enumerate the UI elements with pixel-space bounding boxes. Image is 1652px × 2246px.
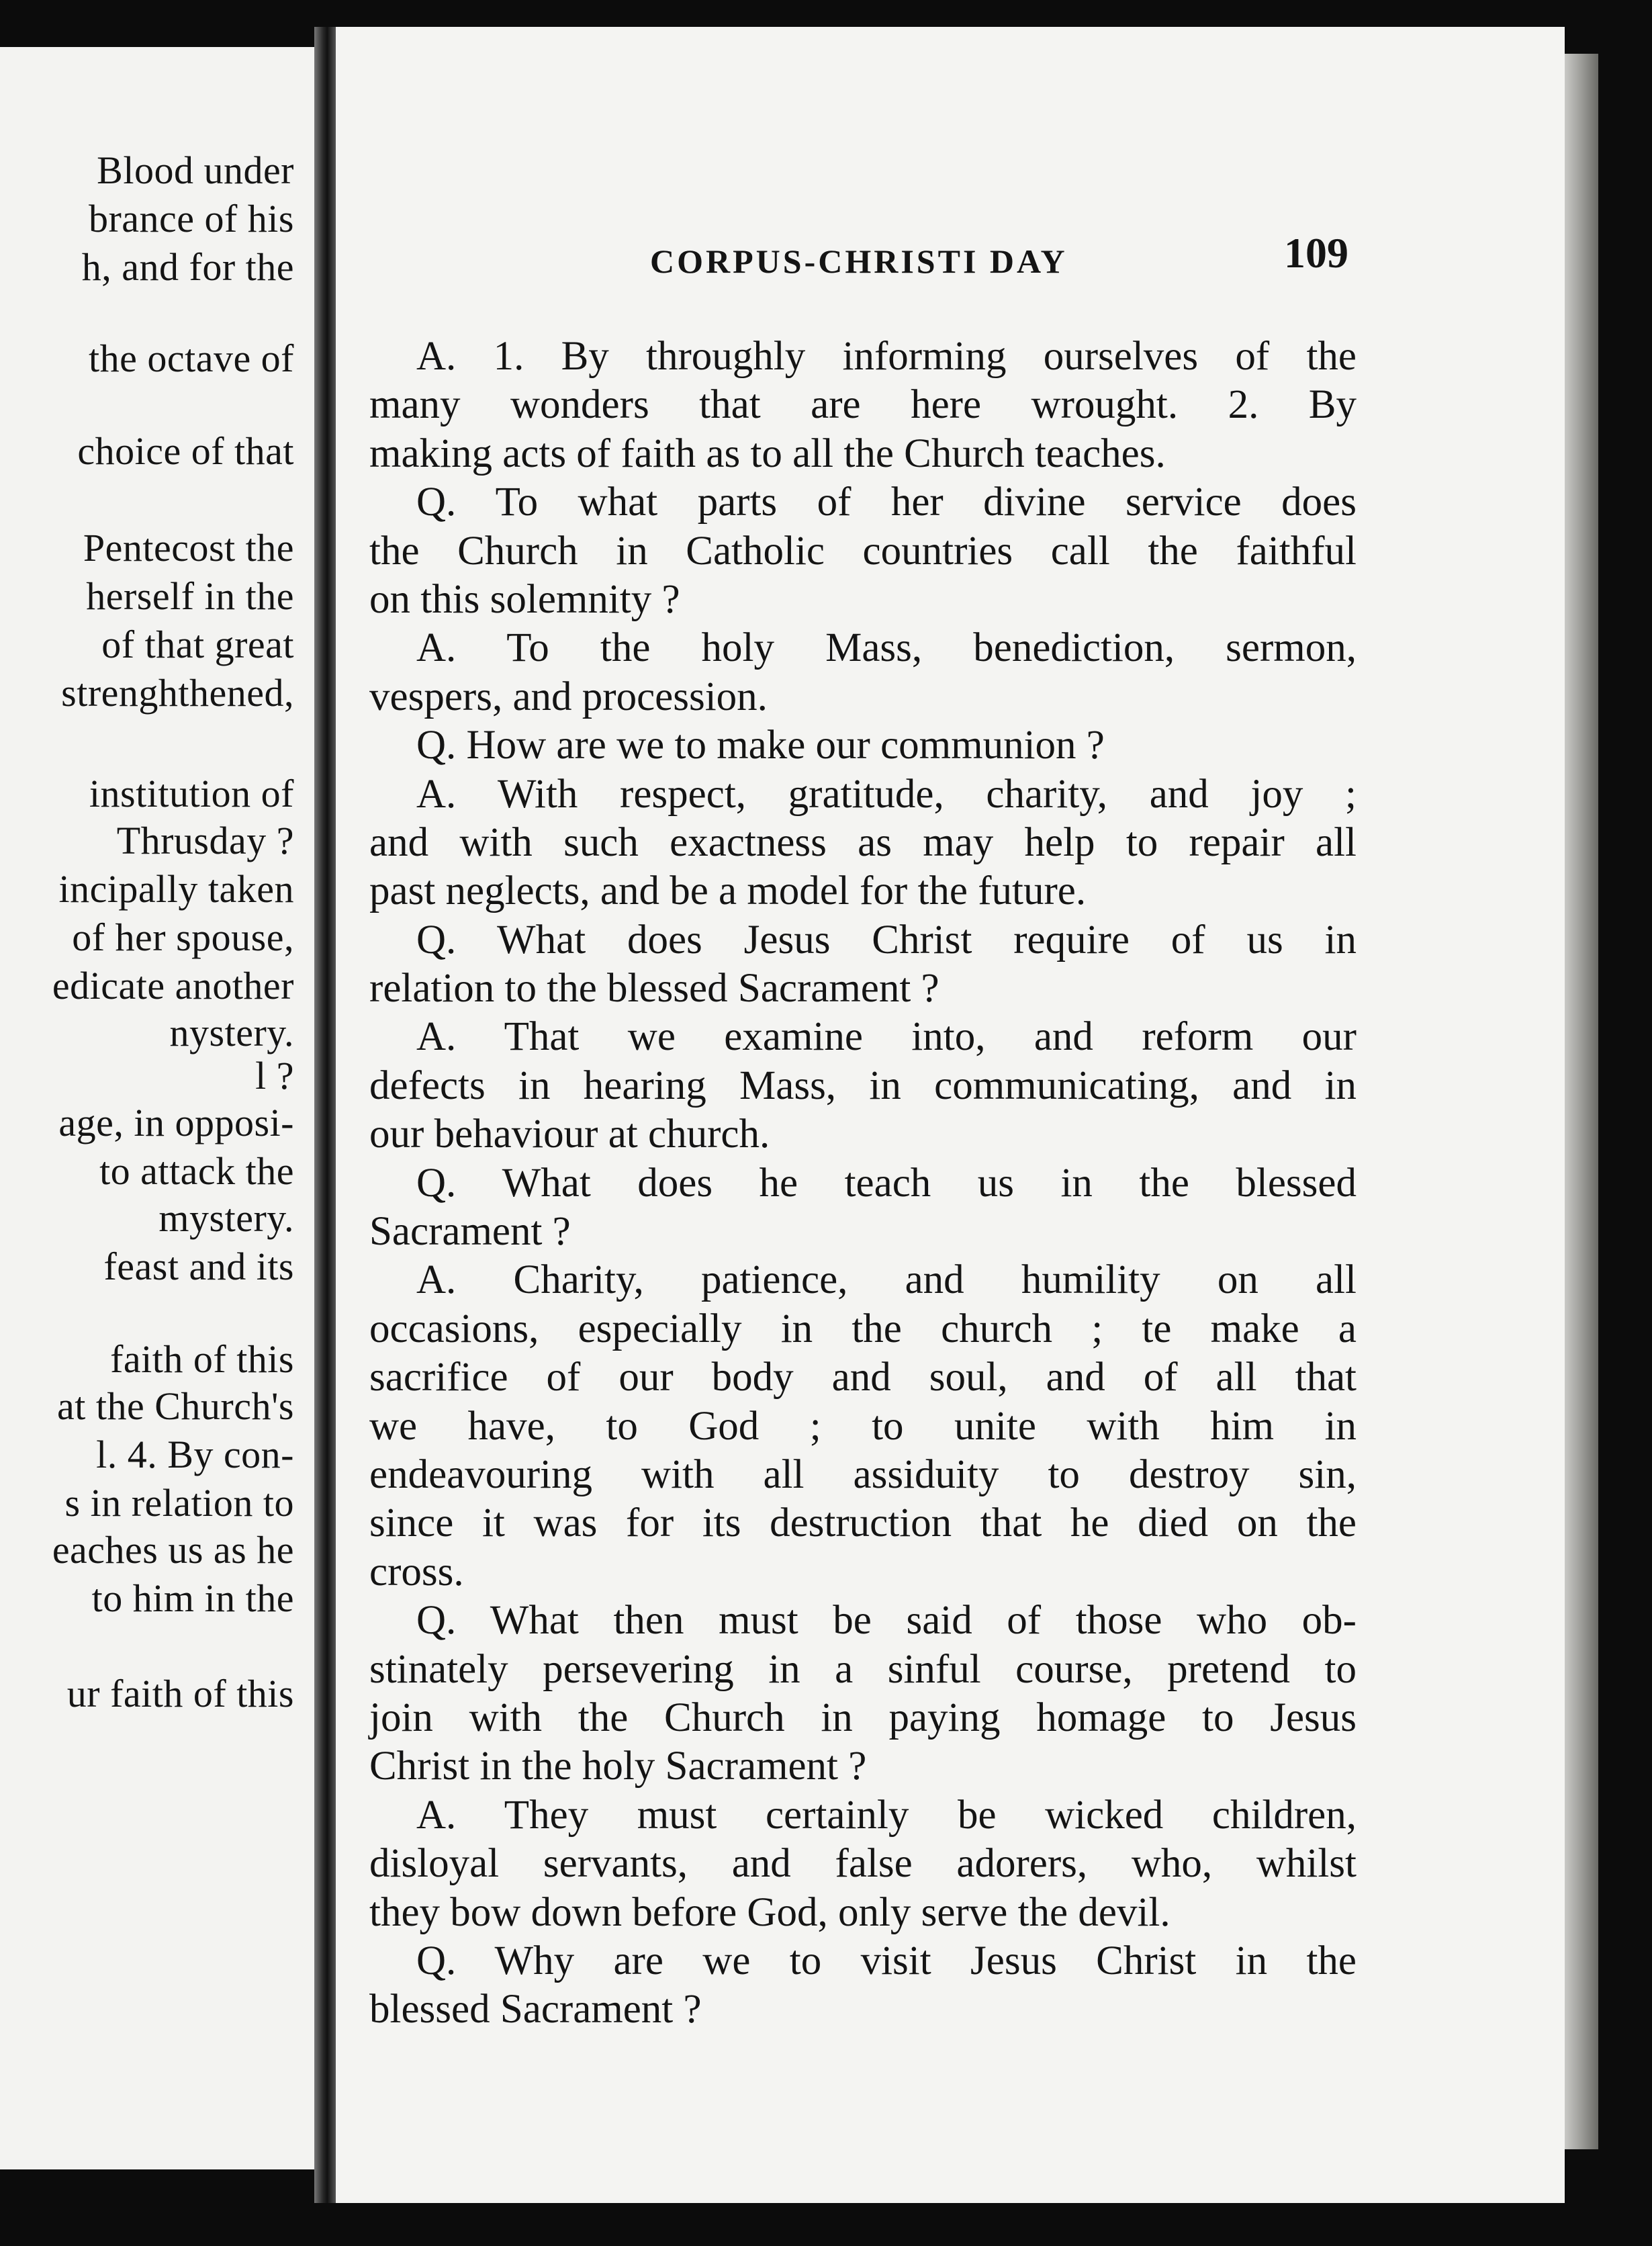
page-body	[369, 332, 1357, 2034]
left-page-line: to attack the	[99, 1149, 294, 1193]
text-line: cross.	[369, 1549, 464, 1594]
left-page-line: of her spouse,	[72, 915, 294, 959]
text-line: we have, to God ; to unite with him in	[369, 1403, 1357, 1449]
text-line: the Church in Catholic countries call the faithful	[369, 528, 1357, 574]
left-page-line: faith of this	[110, 1337, 294, 1381]
text-line: Sacrament ?	[369, 1209, 571, 1255]
left-page-line: the octave of	[88, 336, 294, 380]
left-page-line: brance of his	[88, 197, 294, 240]
left-page-line: at the Church's	[57, 1384, 294, 1428]
left-page-line: incipally taken	[58, 867, 294, 911]
left-page-line: Pentecost the	[83, 526, 294, 570]
text-line: Q. What does Jesus Christ require of us in	[416, 917, 1357, 962]
text-line: Q. What does he teach us in the blessed	[416, 1160, 1357, 1206]
text-line: endeavouring with all assiduity to destroy sin,	[369, 1451, 1357, 1497]
text-line: and with such exactness as may help to repair all	[369, 819, 1357, 865]
text-line: Q. How are we to make our communion ?	[416, 723, 1105, 768]
left-page-line: strenghthened,	[61, 671, 294, 715]
left-page-line: s in relation to	[64, 1481, 294, 1525]
left-page	[0, 47, 314, 2169]
left-page-line: institution of	[89, 772, 294, 815]
text-line: on this solemnity ?	[369, 576, 680, 622]
text-line: sacrifice of our body and soul, and of all that	[369, 1355, 1357, 1400]
text-line: they bow down before God, only serve the devil.	[369, 1889, 1171, 1935]
left-page-line: mystery.	[158, 1196, 294, 1240]
text-line: Q. To what parts of her divine service does	[416, 480, 1357, 525]
text-line: past neglects, and be a model for the future.	[369, 868, 1087, 914]
left-page-line: to him in the	[91, 1576, 294, 1620]
running-title: CORPUS-CHRISTI DAY	[650, 242, 1068, 280]
text-line: Christ in the holy Sacrament ?	[369, 1744, 867, 1789]
page-number: 109	[1284, 229, 1348, 277]
text-line: our behaviour at church.	[369, 1112, 770, 1157]
text-line: many wonders that are here wrought. 2. By	[369, 382, 1357, 428]
left-page-line: eaches us as he	[52, 1528, 294, 1572]
left-page-line: l ?	[255, 1054, 294, 1097]
text-line: A. Charity, patience, and humility on all	[416, 1257, 1357, 1303]
left-page-line: l. 4. By con-	[96, 1433, 294, 1476]
text-line: relation to the blessed Sacrament ?	[369, 966, 939, 1012]
left-page-line: Blood under	[97, 148, 294, 192]
left-page-line: edicate another	[52, 964, 294, 1007]
text-line: A. 1. By throughly informing ourselves of the	[416, 334, 1357, 379]
book-gutter	[314, 27, 336, 2203]
left-page-line: feast and its	[103, 1245, 294, 1288]
text-line: A. They must certainly be wicked children,	[416, 1792, 1357, 1838]
text-line: defects in hearing Mass, in communicating, and in	[369, 1063, 1357, 1108]
text-line: Q. Why are we to visit Jesus Christ in the	[416, 1938, 1357, 1983]
text-line: stinately persevering in a sinful course, pretend to	[369, 1646, 1357, 1692]
left-page-line: age, in opposi-	[58, 1101, 294, 1144]
left-page-line: ur faith of this	[66, 1672, 294, 1715]
text-line: making acts of faith as to all the Church teaches.	[369, 431, 1166, 476]
text-line: Q. What then must be said of those who ob-	[416, 1598, 1357, 1644]
page-edge	[1565, 54, 1598, 2149]
left-page-line: Thrusday ?	[116, 819, 294, 862]
text-line: A. That we examine into, and reform our	[416, 1014, 1357, 1060]
text-line: since it was for its destruction that he died on the	[369, 1500, 1357, 1546]
left-page-line: of that great	[101, 623, 294, 666]
left-page-line: choice of that	[77, 429, 294, 473]
text-line: occasions, especially in the church ; te make a	[369, 1306, 1357, 1351]
left-page-line: h, and for the	[81, 245, 294, 289]
text-line: blessed Sacrament ?	[369, 1987, 702, 2032]
text-line: A. With respect, gratitude, charity, and joy ;	[416, 771, 1357, 817]
text-line: disloyal servants, and false adorers, who, whilst	[369, 1841, 1357, 1887]
text-line: A. To the holy Mass, benediction, sermon,	[416, 625, 1357, 671]
left-page-line: herself in the	[86, 574, 294, 618]
text-line: join with the Church in paying homage to Jesus	[369, 1695, 1357, 1740]
text-line: vespers, and procession.	[369, 674, 768, 719]
left-page-line: nystery.	[169, 1011, 294, 1054]
